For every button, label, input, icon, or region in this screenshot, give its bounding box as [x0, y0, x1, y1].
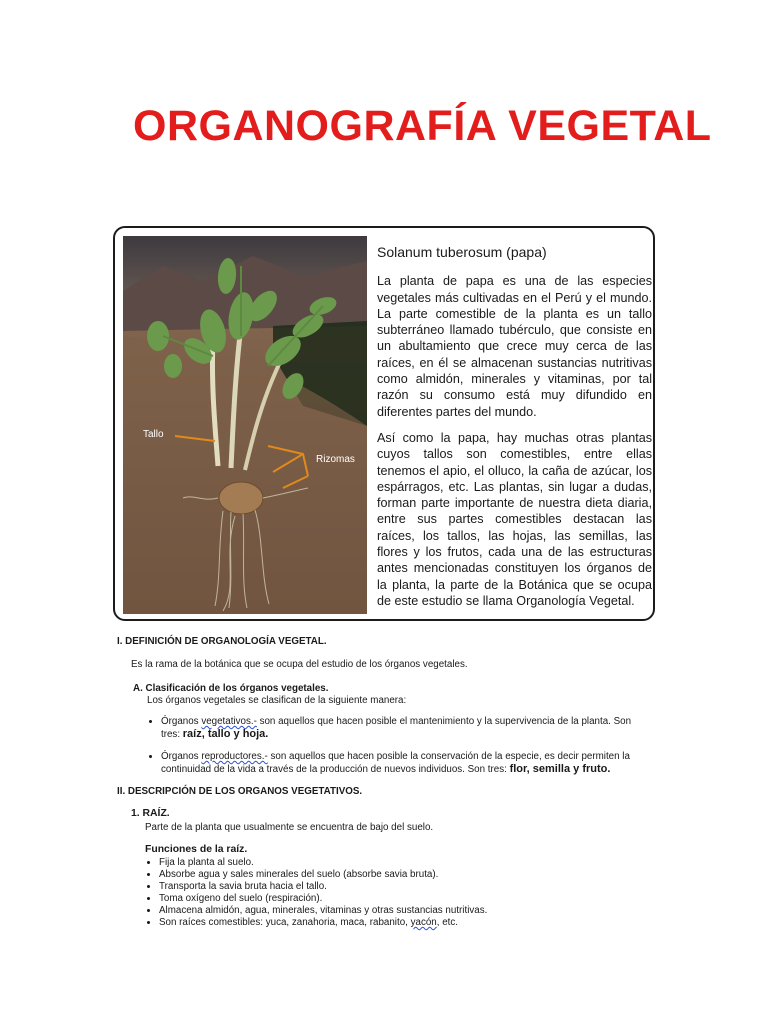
bullet-emphasis: flor, semilla y fruto.: [509, 763, 611, 775]
card-text: [377, 244, 652, 619]
section-1-heading: I. DEFINICIÓN DE ORGANOLOGÍA VEGETAL.: [117, 636, 327, 647]
edible-roots-tail: , etc.: [436, 917, 458, 928]
bullet-lead: Órganos: [161, 716, 202, 727]
root-functions-heading: Funciones de la raíz.: [145, 844, 248, 855]
list-item: • Toma oxígeno del suelo (respiración).: [159, 893, 652, 905]
classification-heading: A. Clasificación de los órganos vegetales.: [133, 683, 329, 694]
root-functions-list: [145, 857, 652, 929]
list-item: [159, 917, 652, 929]
edible-roots-lead: Son raíces comestibles: yuca, zanahoria, maca, rabanito,: [159, 917, 411, 928]
bullet-emphasis: raíz, tallo y hoja.: [182, 728, 269, 740]
card-heading: Solanum tuberosum (papa): [377, 244, 547, 260]
list-item: [161, 751, 652, 776]
root-definition: Parte de la planta que usualmente se encuentra de bajo del suelo.: [145, 822, 434, 833]
bullet-term: reproductores.-: [201, 751, 268, 762]
card-paragraph-1: La planta de papa es una de las especies vegetales más cultivadas en el Perú y el mundo. La parte comestible de la planta es un tallo subterráneo llamado tubérculo, que consiste en un abultamiento que crece muy cerca de las raíces, en él se almacenan sustancias nutritivas como almidón, minerales y vitaminas, por tal razón su consumo está muy difundido en diferentes partes del mundo.: [377, 274, 652, 419]
list-item: • Almacena almidón, agua, minerales, vitaminas y otras sustancias nutritivas.: [159, 905, 652, 917]
organ-types-list: [147, 716, 652, 776]
section-2-heading: II. DESCRIPCIÓN DE LOS ORGANOS VEGETATIVOS.: [117, 786, 363, 797]
section-1-definition: Es la rama de la botánica que se ocupa del estudio de los órganos vegetales.: [131, 659, 468, 670]
page-title: ORGANOGRAFÍA VEGETAL: [133, 102, 712, 150]
bullet-text: son aquellos que hacen posible el mantenimiento y la supervivencia de la planta. Son tres:: [161, 716, 632, 740]
root-heading: 1. RAÍZ.: [131, 808, 170, 819]
edible-roots-yacon: yacón: [410, 917, 437, 928]
potato-plant-photo: [123, 236, 367, 614]
photo-label-stem: Tallo: [143, 429, 164, 440]
card-paragraph-2: Así como la papa, hay muchas otras plantas cuyos tallos son comestibles, entre ellas tenemos el apio, el olluco, la caña de azúcar, los espárragos, etc. Las plantas, sin lugar a dudas, forman parte importante de nuestra dieta diaria, entre sus partes comestibles destacan las raíces, los tallos, las hojas, las semillas, las flores y los frutos, cada una de las estructuras antes mencionadas constituyen los órganos de la planta, la parte de la Botánica que se ocupa de este estudio se llama Organología Vegetal.: [377, 430, 652, 608]
document-body: [117, 636, 652, 929]
bullet-term: vegetativos.-: [201, 716, 257, 727]
bullet-lead: Órganos: [161, 751, 202, 762]
list-item: • Absorbe agua y sales minerales del suelo (absorbe savia bruta).: [159, 869, 652, 881]
potato-info-card: [113, 226, 655, 621]
list-item: • Transporta la savia bruta hacia el tallo.: [159, 881, 652, 893]
classification-intro: Los órganos vegetales se clasifican de la siguiente manera:: [147, 695, 407, 706]
list-item: • Fija la planta al suelo.: [159, 857, 652, 869]
photo-label-rhizomes: Rizomas: [316, 454, 355, 465]
bullet-text: son aquellos que hacen posible la conservación de la especie, es decir permiten la continuidad de la vida a través de la producción de nuevos individuos. Son tres:: [161, 751, 630, 775]
list-item: [161, 716, 652, 741]
